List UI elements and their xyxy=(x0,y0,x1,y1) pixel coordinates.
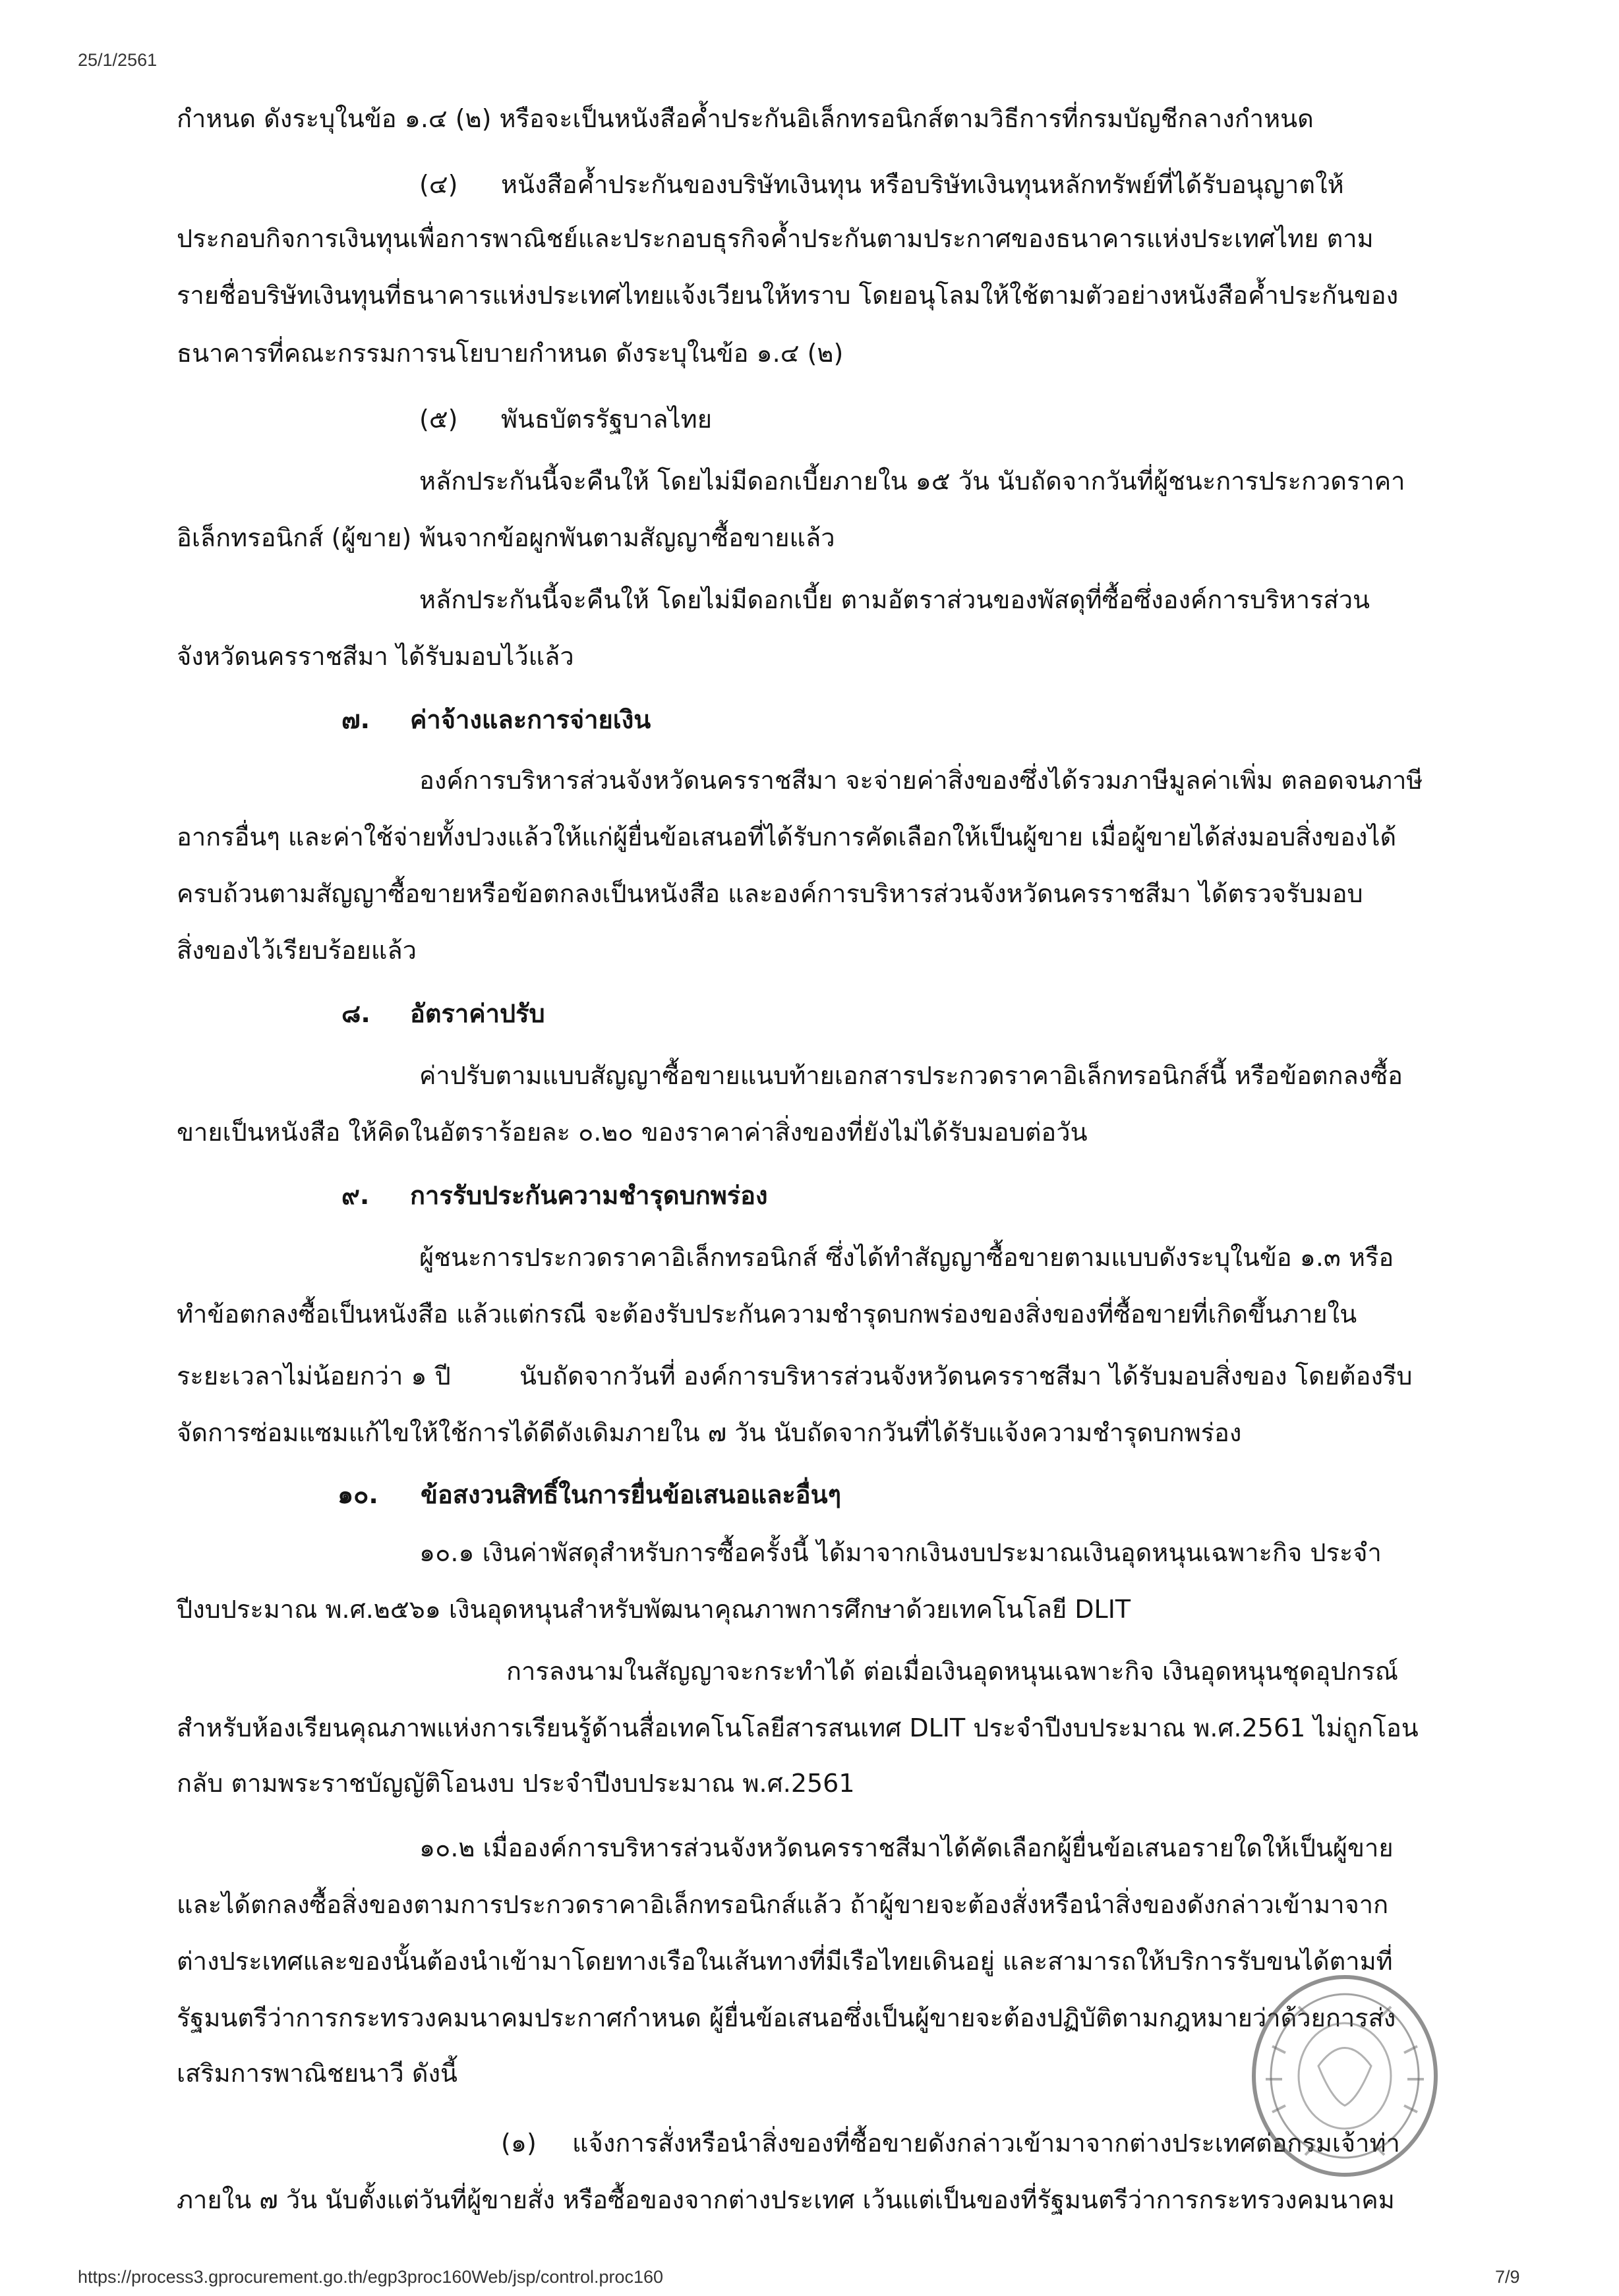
body-line: อิเล็กทรอนิกส์ (ผู้ขาย) พ้นจากข้อผูกพันตามสัญญาซื้อขายแล้ว xyxy=(177,523,835,552)
body-line: ต่างประเทศและของนั้นต้องนำเข้ามาโดยทางเรือในเส้นทางที่มีเรือไทยเดินอยู่ และสามารถให้บริการรับขนได้ตามที่ xyxy=(177,1947,1393,1976)
body-line: สำหรับห้องเรียนคุณภาพแห่งการเรียนรู้ด้านสื่อเทคโนโลยีสารสนเทศ DLIT ประจำปีงบประมาณ พ.ศ.2561 ไม่ถูกโอน xyxy=(177,1713,1419,1742)
body-line: ค่าปรับตามแบบสัญญาซื้อขายแนบท้ายเอกสารประกวดราคาอิเล็กทรอนิกส์นี้ หรือข้อตกลงซื้อ xyxy=(419,1061,1403,1090)
official-seal-stamp xyxy=(1246,1967,1444,2185)
section-number: ๘. xyxy=(341,999,370,1028)
body-line: เสริมการพาณิชยนาวี ดังนี้ xyxy=(177,2059,458,2088)
body-line: ทำข้อตกลงซื้อเป็นหนังสือ แล้วแต่กรณี จะต้องรับประกันความชำรุดบกพร่องของสิ่งของที่ซื้อขายที่เกิดขึ้นภายใน xyxy=(177,1300,1357,1329)
section-heading: อัตราค่าปรับ xyxy=(410,999,545,1028)
body-line: รัฐมนตรีว่าการกระทรวงคมนาคมประกาศกำหนด ผู้ยื่นข้อเสนอซึ่งเป็นผู้ขายจะต้องปฏิบัติตามกฎหมายว่าด้วยการส่ง xyxy=(177,2003,1396,2032)
body-line: ธนาคารที่คณะกรรมการนโยบายกำหนด ดังระบุในข้อ ๑.๔ (๒) xyxy=(177,339,844,368)
body-line: การลงนามในสัญญาจะกระทำได้ ต่อเมื่อเงินอุดหนุนเฉพาะกิจ เงินอุดหนุนชุดอุปกรณ์ xyxy=(506,1657,1399,1686)
body-line: ปีงบประมาณ พ.ศ.๒๕๖๑ เงินอุดหนุนสำหรับพัฒนาคุณภาพการศึกษาด้วยเทคโนโลยี DLIT xyxy=(177,1595,1131,1624)
list-number: (๕) xyxy=(419,405,458,434)
print-date: 25/1/2561 xyxy=(78,50,158,70)
body-line: กลับ ตามพระราชบัญญัติโอนงบ ประจำปีงบประมาณ พ.ศ.2561 xyxy=(177,1769,855,1798)
body-line: หนังสือค้ำประกันของบริษัทเงินทุน หรือบริษัทเงินทุนหลักทรัพย์ที่ได้รับอนุญาตให้ xyxy=(501,170,1344,199)
body-line: และได้ตกลงซื้อสิ่งของตามการประกวดราคาอิเล็กทรอนิกส์แล้ว ถ้าผู้ขายจะต้องสั่งหรือนำสิ่งของดังกล่าวเข้ามาจาก xyxy=(177,1890,1389,1919)
list-number: (๑) xyxy=(501,2129,537,2158)
section-heading: การรับประกันความชำรุดบกพร่อง xyxy=(410,1181,768,1210)
body-line: ผู้ชนะการประกวดราคาอิเล็กทรอนิกส์ ซึ่งได้ทำสัญญาซื้อขายตามแบบดังระบุในข้อ ๑.๓ หรือ xyxy=(419,1243,1394,1272)
section-heading: ค่าจ้างและการจ่ายเงิน xyxy=(410,705,651,734)
source-url: https://process3.gprocurement.go.th/egp3proc160Web/jsp/control.proc160 xyxy=(78,2267,664,2287)
body-line: ๑๐.๑ เงินค่าพัสดุสำหรับการซื้อครั้งนี้ ได้มาจากเงินงบประมาณเงินอุดหนุนเฉพาะกิจ ประจำ xyxy=(419,1538,1382,1567)
section-heading: ข้อสงวนสิทธิ์ในการยื่นข้อเสนอและอื่นๆ xyxy=(421,1480,842,1509)
page-number: 7/9 xyxy=(1495,2267,1520,2287)
body-line: ๑๐.๒ เมื่อองค์การบริหารส่วนจังหวัดนครราชสีมาได้คัดเลือกผู้ยื่นข้อเสนอรายใดให้เป็นผู้ขาย xyxy=(419,1833,1394,1862)
body-line: แจ้งการสั่งหรือนำสิ่งของที่ซื้อขายดังกล่าวเข้ามาจากต่างประเทศต่อกรมเจ้าท่า xyxy=(572,2129,1400,2158)
body-line: จังหวัดนครราชสีมา ได้รับมอบไว้แล้ว xyxy=(177,642,574,671)
section-number: ๗. xyxy=(341,705,370,734)
body-line: จัดการซ่อมแซมแก้ไขให้ใช้การได้ดีดังเดิมภายใน ๗ วัน นับถัดจากวันที่ได้รับแจ้งความชำรุดบกพร่อง xyxy=(177,1418,1242,1447)
body-line: กำหนด ดังระบุในข้อ ๑.๔ (๒) หรือจะเป็นหนังสือค้ำประกันอิเล็กทรอนิกส์ตามวิธีการที่กรมบัญชีกลางกำหนด xyxy=(177,104,1314,133)
list-number: (๔) xyxy=(419,170,458,199)
section-number: ๑๐. xyxy=(338,1480,378,1509)
body-line: นับถัดจากวันที่ องค์การบริหารส่วนจังหวัดนครราชสีมา ได้รับมอบสิ่งของ โดยต้องรีบ xyxy=(519,1362,1413,1391)
body-line: หลักประกันนี้จะคืนให้ โดยไม่มีดอกเบี้ยภายใน ๑๕ วัน นับถัดจากวันที่ผู้ชนะการประกวดราคา xyxy=(419,467,1405,496)
body-line: ครบถ้วนตามสัญญาซื้อขายหรือข้อตกลงเป็นหนังสือ และองค์การบริหารส่วนจังหวัดนครราชสีมา ได้ตรวจรับมอบ xyxy=(177,879,1363,908)
section-number: ๙. xyxy=(341,1181,370,1210)
body-line: ประกอบกิจการเงินทุนเพื่อการพาณิชย์และประกอบธุรกิจค้ำประกันตามประกาศของธนาคารแห่งประเทศไทย ตาม xyxy=(177,224,1374,253)
body-line: อากรอื่นๆ และค่าใช้จ่ายทั้งปวงแล้วให้แก่ผู้ยื่นข้อเสนอที่ได้รับการคัดเลือกให้เป็นผู้ขาย เมื่อผู้ขายได้ส่งมอบสิ่งของได้ xyxy=(177,822,1397,851)
body-line: พันธบัตรรัฐบาลไทย xyxy=(501,405,712,434)
body-line: ระยะเวลาไม่น้อยกว่า ๑ ปี xyxy=(177,1362,451,1391)
body-line: ภายใน ๗ วัน นับตั้งแต่วันที่ผู้ขายสั่ง หรือซื้อของจากต่างประเทศ เว้นแต่เป็นของที่รัฐมนตรีว่าการกระทรวงคมนาคม xyxy=(177,2185,1395,2214)
body-line: สิ่งของไว้เรียบร้อยแล้ว xyxy=(177,936,417,965)
body-line: รายชื่อบริษัทเงินทุนที่ธนาคารแห่งประเทศไทยแจ้งเวียนให้ทราบ โดยอนุโลมให้ใช้ตามตัวอย่างหนังสือค้ำประกันของ xyxy=(177,281,1399,310)
body-line: หลักประกันนี้จะคืนให้ โดยไม่มีดอกเบี้ย ตามอัตราส่วนของพัสดุที่ซื้อซึ่งองค์การบริหารส่วน xyxy=(419,585,1370,614)
body-line: ขายเป็นหนังสือ ให้คิดในอัตราร้อยละ ๐.๒๐ ของราคาค่าสิ่งของที่ยังไม่ได้รับมอบต่อวัน xyxy=(177,1118,1088,1147)
body-line: องค์การบริหารส่วนจังหวัดนครราชสีมา จะจ่ายค่าสิ่งของซึ่งได้รวมภาษีมูลค่าเพิ่ม ตลอดจนภาษี xyxy=(419,766,1423,795)
